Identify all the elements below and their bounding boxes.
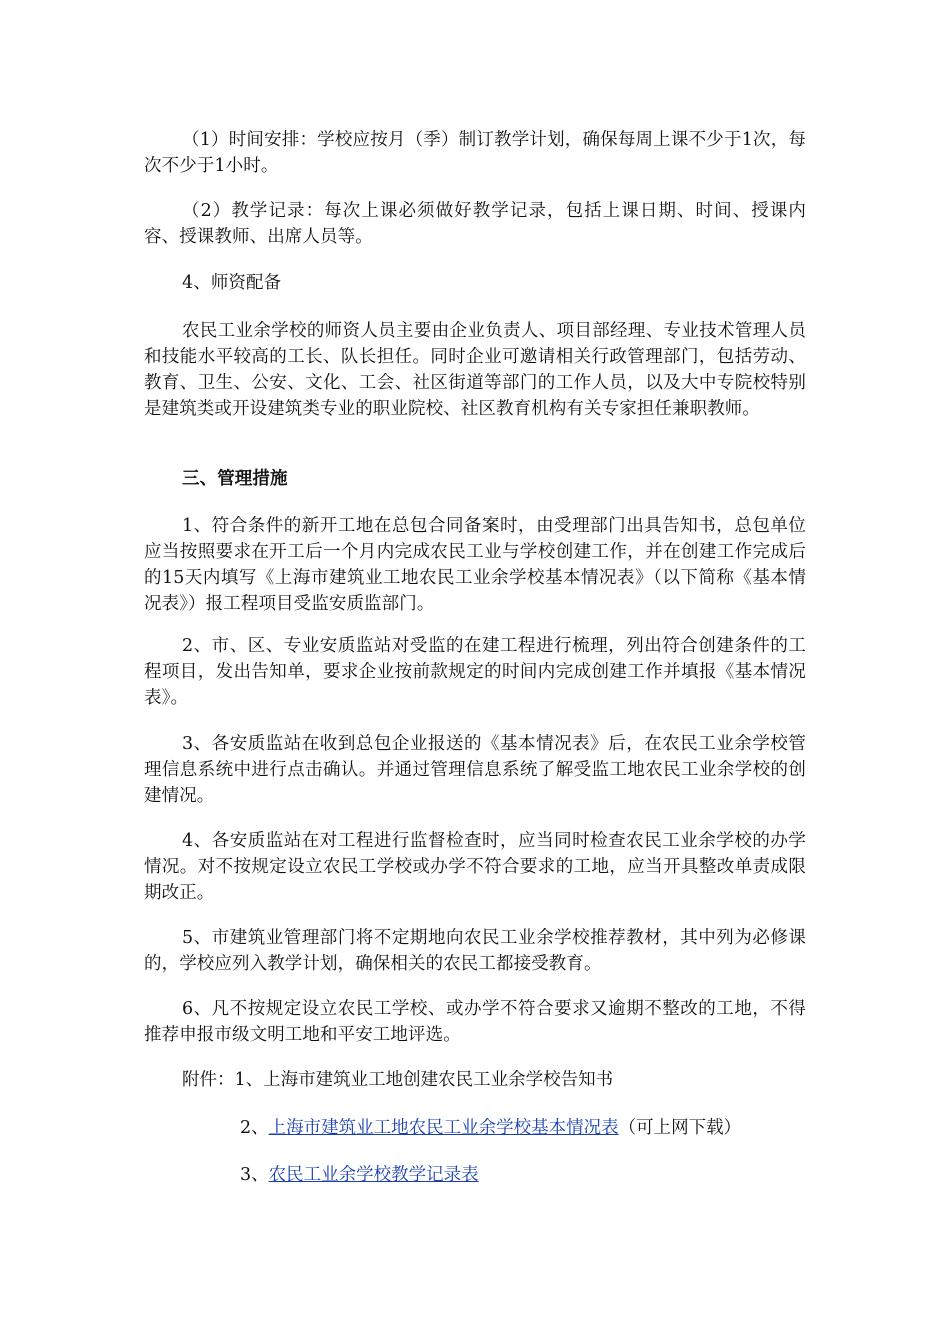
attachment-item-2-number: 2、 xyxy=(240,1118,269,1138)
paragraph-measure-5: 5、市建筑业管理部门将不定期地向农民工业余学校推荐教材，其中列为必修课的，学校应列入教学计划，确保相关的农民工都接受教育。 xyxy=(144,928,806,974)
attachment-item-3-number: 3、 xyxy=(240,1165,269,1185)
paragraph-time-schedule: （1）时间安排：学校应按月（季）制订教学计划，确保每周上课不少于1次，每次不少于1小时。 xyxy=(144,130,806,176)
attachment-link-teaching-record-form[interactable]: 农民工业余学校教学记录表 xyxy=(268,1165,479,1185)
subheading-teacher-staffing: 4、师资配备 xyxy=(182,273,282,293)
paragraph-teacher-staffing: 农民工业余学校的师资人员主要由企业负责人、项目部经理、专业技术管理人员和技能水平较高的工长、队长担任。同时企业可邀请相关行政管理部门，包括劳动、教育、卫生、公安、文化、工会、社区街道等部门的工作人员，以及大中专院校特别是建筑类或开设建筑类专业的职业院校、社区教育机构有关专家担任兼职教师。 xyxy=(144,321,806,419)
attachment-link-basic-info-form[interactable]: 上海市建筑业工地农民工业余学校基本情况表 xyxy=(268,1118,619,1138)
attachment-line-1 xyxy=(182,1067,613,1093)
attachment-item-1: 1、上海市建筑业工地创建农民工业余学校告知书 xyxy=(234,1070,614,1090)
paragraph-measure-2: 2、市、区、专业安质监站对受监的在建工程进行梳理，列出符合创建条件的工程项目，发出告知单，要求企业按前款规定的时间内完成创建工作并填报《基本情况表》。 xyxy=(144,636,806,708)
paragraph-measure-4: 4、各安质监站在对工程进行监督检查时，应当同时检查农民工业余学校的办学情况。对不按规定设立农民工学校或办学不符合要求的工地，应当开具整改单责成限期改正。 xyxy=(144,831,806,903)
attachment-label: 附件： xyxy=(182,1070,235,1090)
paragraph-teaching-record: （2）教学记录：每次上课必须做好教学记录，包括上课日期、时间、授课内容、授课教师、出席人员等。 xyxy=(144,201,806,247)
attachment-line-2 xyxy=(240,1115,741,1141)
attachment-line-3 xyxy=(240,1162,479,1188)
section-heading-management-measures: 三、管理措施 xyxy=(182,469,288,489)
paragraph-measure-6: 6、凡不按规定设立农民工学校、或办学不符合要求又逾期不整改的工地，不得推荐申报市级文明工地和平安工地评选。 xyxy=(144,999,806,1045)
paragraph-measure-1: 1、符合条件的新开工地在总包合同备案时，由受理部门出具告知书，总包单位应当按照要求在开工后一个月内完成农民工业与学校创建工作，并在创建工作完成后的15天内填写《上海市建筑业工地农民工业余学校基本情况表》（以下简称《基本情况表》）报工程项目受监安质监部门。 xyxy=(144,516,806,614)
paragraph-measure-3: 3、各安质监站在收到总包企业报送的《基本情况表》后，在农民工业余学校管理信息系统中进行点击确认。并通过管理信息系统了解受监工地农民工业余学校的创建情况。 xyxy=(144,734,806,806)
attachment-item-2-note: （可上网下载） xyxy=(618,1118,742,1138)
